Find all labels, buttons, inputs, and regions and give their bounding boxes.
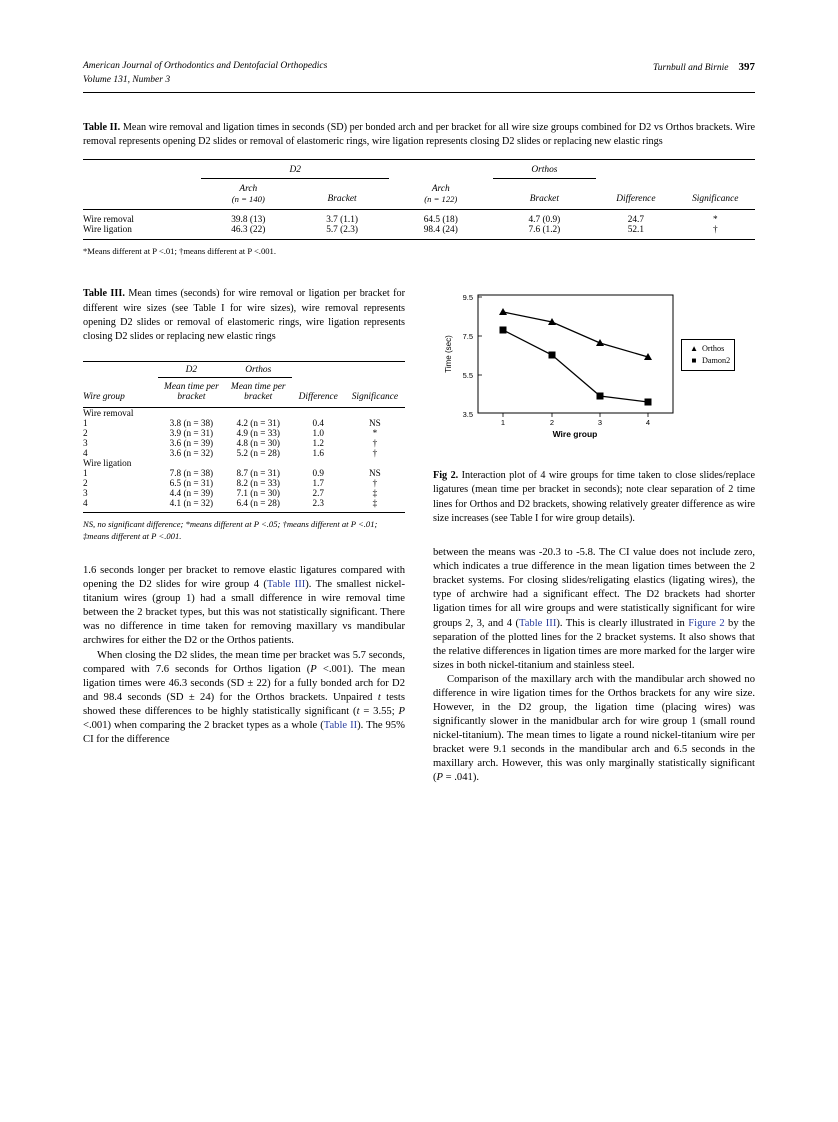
t3-s0-r3-group: 4	[83, 447, 88, 458]
table-3-section-0-title: Wire removal	[83, 407, 134, 418]
t3-s0-r2-orthos: 4.8 (n = 30)	[236, 437, 280, 448]
table-3	[83, 357, 405, 513]
t3-s0-r1-significance: *	[372, 427, 378, 438]
t3-s1-r1-difference: 1.7	[312, 477, 324, 488]
table-2-row-0-difference: 24.7	[627, 215, 645, 225]
table-3-group-orthos: Orthos	[225, 361, 292, 377]
t3-s0-r1-difference: 1.0	[312, 427, 324, 438]
table-2-row-0-orthos-arch: 64.5 (18)	[423, 215, 458, 225]
legend-item-orthos	[686, 343, 730, 355]
t3-s0-r3-orthos: 5.2 (n = 28)	[236, 447, 280, 458]
t3-s1-r0-d2: 7.8 (n = 38)	[169, 467, 214, 478]
t3-s0-r3-d2: 3.6 (n = 32)	[169, 447, 214, 458]
t3-s1-r2-difference: 2.7	[312, 487, 324, 498]
right-paragraph-1: between the means was -20.3 to -5.8. The CI value does not include zero, which indicates a true difference in the mean ligation times between the 2 bracket systems. For closing slides/religating elastics (ligating wires), the type of archwire had a significant effect. The D2 brackets had shorter ligation times for all wire groups and were statistically significant for wire groups 2, 3, and 4 (Table III). This is clearly illustrated in Figure 2 by the separation of the plotted lines for the 2 bracket systems. It also shows that the relative differences in ligation times are more marked for the larger wire sizes in both nickel-titanium and stainless steel.	[433, 547, 756, 671]
svg-text:3.5: 3.5	[462, 410, 473, 420]
table-3-group-d2: D2	[158, 361, 225, 377]
table-row	[83, 448, 405, 458]
table-3-col-difference: Difference	[298, 391, 338, 402]
left-paragraph-2: When closing the D2 slides, the mean time per bracket was 5.7 seconds, compared with 7.6 seconds for Orthos ligation (P <.001). The mean ligation times were 46.3 seconds (SD ± 22) for a fully bonded arch for D2 and 98.4 seconds (SD ± 24) for the Orthos brackets. Unpaired t tests showed these differences to be highly statistically significant (t = 3.55; P <.001) when comparing the 2 bracket types as a whole (Table II). The 95% CI for the difference	[83, 649, 405, 745]
table-row	[83, 418, 405, 428]
t3-s0-r2-group: 3	[83, 437, 88, 448]
running-head	[83, 60, 755, 88]
figure-2-caption	[433, 469, 755, 526]
header-divider	[83, 92, 755, 93]
t3-s1-r1-d2: 6.5 (n = 31)	[169, 477, 214, 488]
figure-2-caption-text: Interaction plot of 4 wire groups for time taken to close slides/replace ligatures (mean time per bracket in seconds); note clear separation of 2 time lines for Orthos and D2 brackets, showing relatively greater difference as wire size increases (see Table I for wire group details).	[433, 470, 755, 524]
t3-s1-r3-difference: 2.3	[312, 497, 324, 508]
figure-2	[433, 287, 755, 457]
table-3-section-1-title: Wire ligation	[83, 457, 132, 468]
table-3-col-wire-group: Wire group	[83, 391, 125, 402]
table-2-row-1-orthos-bracket: 7.6 (1.2)	[528, 225, 561, 235]
t3-s0-r0-orthos: 4.2 (n = 31)	[236, 417, 280, 428]
t3-s0-r0-significance: NS	[369, 417, 381, 428]
square-marker-icon: ■	[691, 355, 697, 365]
table-2-caption	[83, 121, 755, 150]
table-3-col-orthos-mean: Mean time per bracket	[230, 381, 286, 402]
table-2-row-1-d2-bracket: 5.7 (2.3)	[326, 225, 358, 235]
left-column	[83, 287, 405, 785]
t3-s0-r3-difference: 1.6	[312, 447, 324, 458]
table-2-col-d2-bracket: Bracket	[327, 194, 357, 204]
table-2-col-difference: Difference	[616, 194, 656, 204]
svg-text:9.5: 9.5	[462, 293, 473, 303]
t3-s1-r0-group: 1	[83, 467, 88, 478]
legend-item-damon2	[686, 355, 730, 367]
page-number: 397	[738, 61, 755, 73]
link-table-3[interactable]: Table III	[266, 579, 306, 591]
t3-s0-r0-d2: 3.8 (n = 38)	[169, 417, 214, 428]
link-figure-2[interactable]: Figure 2	[688, 617, 725, 629]
table-3-section-header	[83, 407, 405, 418]
table-row	[83, 428, 405, 438]
svg-text:4: 4	[645, 418, 651, 428]
table-2-row-1-orthos-arch: 98.4 (24)	[423, 225, 458, 235]
page-content	[83, 60, 755, 785]
svg-text:3: 3	[597, 418, 603, 428]
figure-2-plot	[433, 287, 755, 457]
link-table-3-right[interactable]: Table III	[518, 617, 557, 629]
legend-label-damon2: Damon2	[702, 355, 731, 365]
svg-text:2: 2	[549, 418, 555, 428]
table-3-caption	[83, 287, 405, 345]
running-head-left	[83, 60, 486, 88]
two-column-area	[83, 287, 755, 785]
table-2-row-0-d2-bracket: 3.7 (1.1)	[326, 215, 358, 225]
table-2-col-orthos-arch: Arch	[431, 184, 450, 194]
t3-s0-r1-d2: 3.9 (n = 31)	[169, 427, 214, 438]
table-row	[83, 225, 755, 235]
table-2-group-orthos: Orthos	[493, 165, 597, 179]
t3-s1-r2-orthos: 7.1 (n = 30)	[236, 487, 280, 498]
legend-label-orthos: Orthos	[702, 344, 725, 354]
table-2-caption-text: Mean wire removal and ligation times in seconds (SD) per bonded arch and per bracket for all wire size groups combined for D2 vs Orthos brackets. Wire removal represents opening D2 slides or removal of elastomeric rings, wire ligation represents closing D2 slides or replacing new elastic rings	[83, 121, 756, 148]
t3-s1-r2-d2: 4.4 (n = 39)	[169, 487, 214, 498]
t3-s1-r1-significance: †	[372, 477, 378, 488]
table-3-footnote: NS, no significant difference; *means different at P <.05; †means different at P <.01; ‡means different at P <.001.	[83, 518, 378, 541]
table-2-subhdr-d2-n: (n = 140)	[231, 194, 265, 204]
table-2-label: Table II.	[83, 121, 121, 133]
table-2-footnote: *Means different at P <.01; †means different at P <.001.	[83, 246, 276, 256]
svg-text:5.5: 5.5	[462, 371, 473, 381]
t3-s1-r2-group: 3	[83, 487, 88, 498]
table-2-col-orthos-bracket: Bracket	[529, 194, 559, 204]
table-3-bottom-rule	[83, 508, 405, 513]
triangle-marker-icon: ▲	[689, 344, 699, 354]
table-row	[83, 478, 405, 488]
right-paragraph-2: Comparison of the maxillary arch with the mandibular arch showed no difference in wire ligation times for the Orthos brackets for any wire size. However, in the D2 group, the ligation time (placing wires) was significantly slower in the manidbular arch for wire group 1 (small round nickel-titanium). The mean times to ligate a round nickel-titanium wire per bracket were 9.1 seconds in the mandibular arch and 6.5 seconds in the maxillary arch. However, this was only marginally statistically significant (P = .041).	[433, 673, 755, 784]
link-table-2[interactable]: Table II	[323, 719, 358, 731]
t3-s1-r0-significance: NS	[369, 467, 381, 478]
table-2-row-0-d2-arch: 39.8 (13)	[231, 215, 266, 225]
svg-text:7.5: 7.5	[462, 332, 473, 342]
t3-s1-r3-orthos: 6.4 (n = 28)	[236, 497, 280, 508]
table-2-row-1-difference: 52.1	[627, 225, 645, 235]
table-row	[83, 210, 755, 226]
table-3-caption-text: Mean times (seconds) for wire removal or ligation per bracket for different wire sizes (see Table I for wire sizes), wire removal represents opening D2 slides or removal of elastomeric rings, wire ligation represents closing D2 slides or replacing new elastic rings	[83, 288, 405, 343]
t3-s0-r1-group: 2	[83, 427, 88, 438]
t3-s0-r2-difference: 1.2	[312, 437, 324, 448]
table-3-section-header	[83, 458, 405, 468]
table-3-col-d2-mean: Mean time per bracket	[164, 381, 219, 402]
table-row	[83, 468, 405, 478]
table-2-block	[83, 121, 755, 258]
table-2-col-significance: Significance	[692, 194, 739, 204]
table-3-label: Table III.	[83, 288, 125, 300]
table-2-col-d2-arch: Arch	[239, 184, 258, 194]
table-2-row-0-significance: *	[712, 215, 718, 225]
t3-s0-r1-orthos: 4.9 (n = 33)	[236, 427, 280, 438]
svg-text:1: 1	[500, 418, 506, 428]
left-paragraph-1: 1.6 seconds longer per bracket to remove elastic ligatures compared with opening the D2 slides for wire group 4 (Table III). The smallest nickel-titanium wires (group 1) had a small difference in wire removal time between the 2 bracket types, but this was not statistically significant. There was no difference in time taken for removing maxillary vs mandibular archwires for either the D2 or the Orthos patients.	[83, 565, 405, 647]
table-2-row-0-orthos-bracket: 4.7 (0.9)	[528, 215, 561, 225]
t3-s0-r2-significance: †	[372, 437, 378, 448]
journal-title: American Journal of Orthodontics and Dentofacial Orthopedics	[83, 61, 328, 71]
table-2-bottom-rule	[83, 235, 755, 240]
table-row	[83, 498, 405, 508]
table-2-row-1-d2-arch: 46.3 (22)	[231, 225, 266, 235]
table-3-groups	[83, 361, 405, 377]
t3-s1-r3-group: 4	[83, 497, 88, 508]
volume-issue: Volume 131, Number 3	[83, 74, 171, 85]
t3-s1-r1-group: 2	[83, 477, 88, 488]
t3-s0-r2-d2: 3.6 (n = 39)	[169, 437, 214, 448]
right-column	[433, 287, 755, 785]
table-2	[83, 159, 755, 241]
figure-2-label: Fig 2.	[433, 470, 459, 482]
table-2-groups	[83, 165, 755, 179]
t3-s1-r3-significance: ‡	[372, 497, 378, 508]
t3-s0-r3-significance: †	[372, 447, 378, 458]
t3-s1-r3-d2: 4.1 (n = 32)	[169, 497, 214, 508]
t3-s1-r0-orthos: 8.7 (n = 31)	[236, 467, 280, 478]
svg-text:Time (sec): Time (sec)	[444, 335, 453, 373]
table-2-colheaders-main	[83, 184, 755, 194]
running-head-right	[653, 60, 755, 76]
table-2-row-0-label: Wire removal	[83, 215, 134, 225]
figure-2-legend	[681, 339, 735, 371]
table-2-group-d2: D2	[201, 165, 389, 179]
table-3-col-significance: Significance	[351, 391, 399, 402]
table-2-row-1-significance: †	[712, 225, 718, 235]
t3-s0-r0-difference: 0.4	[312, 417, 324, 428]
table-3-colheaders	[83, 377, 405, 405]
table-row	[83, 488, 405, 498]
author-names: Turnbull and Birnie	[653, 63, 729, 73]
t3-s1-r0-difference: 0.9	[312, 467, 324, 478]
t3-s1-r2-significance: ‡	[372, 487, 378, 498]
t3-s1-r1-orthos: 8.2 (n = 33)	[236, 477, 280, 488]
table-2-subhdr-orthos-n: (n = 122)	[424, 194, 458, 204]
t3-s0-r0-group: 1	[83, 417, 88, 428]
table-2-row-1-label: Wire ligation	[83, 225, 132, 235]
table-row	[83, 438, 405, 448]
svg-text:Wire group: Wire group	[552, 429, 598, 440]
